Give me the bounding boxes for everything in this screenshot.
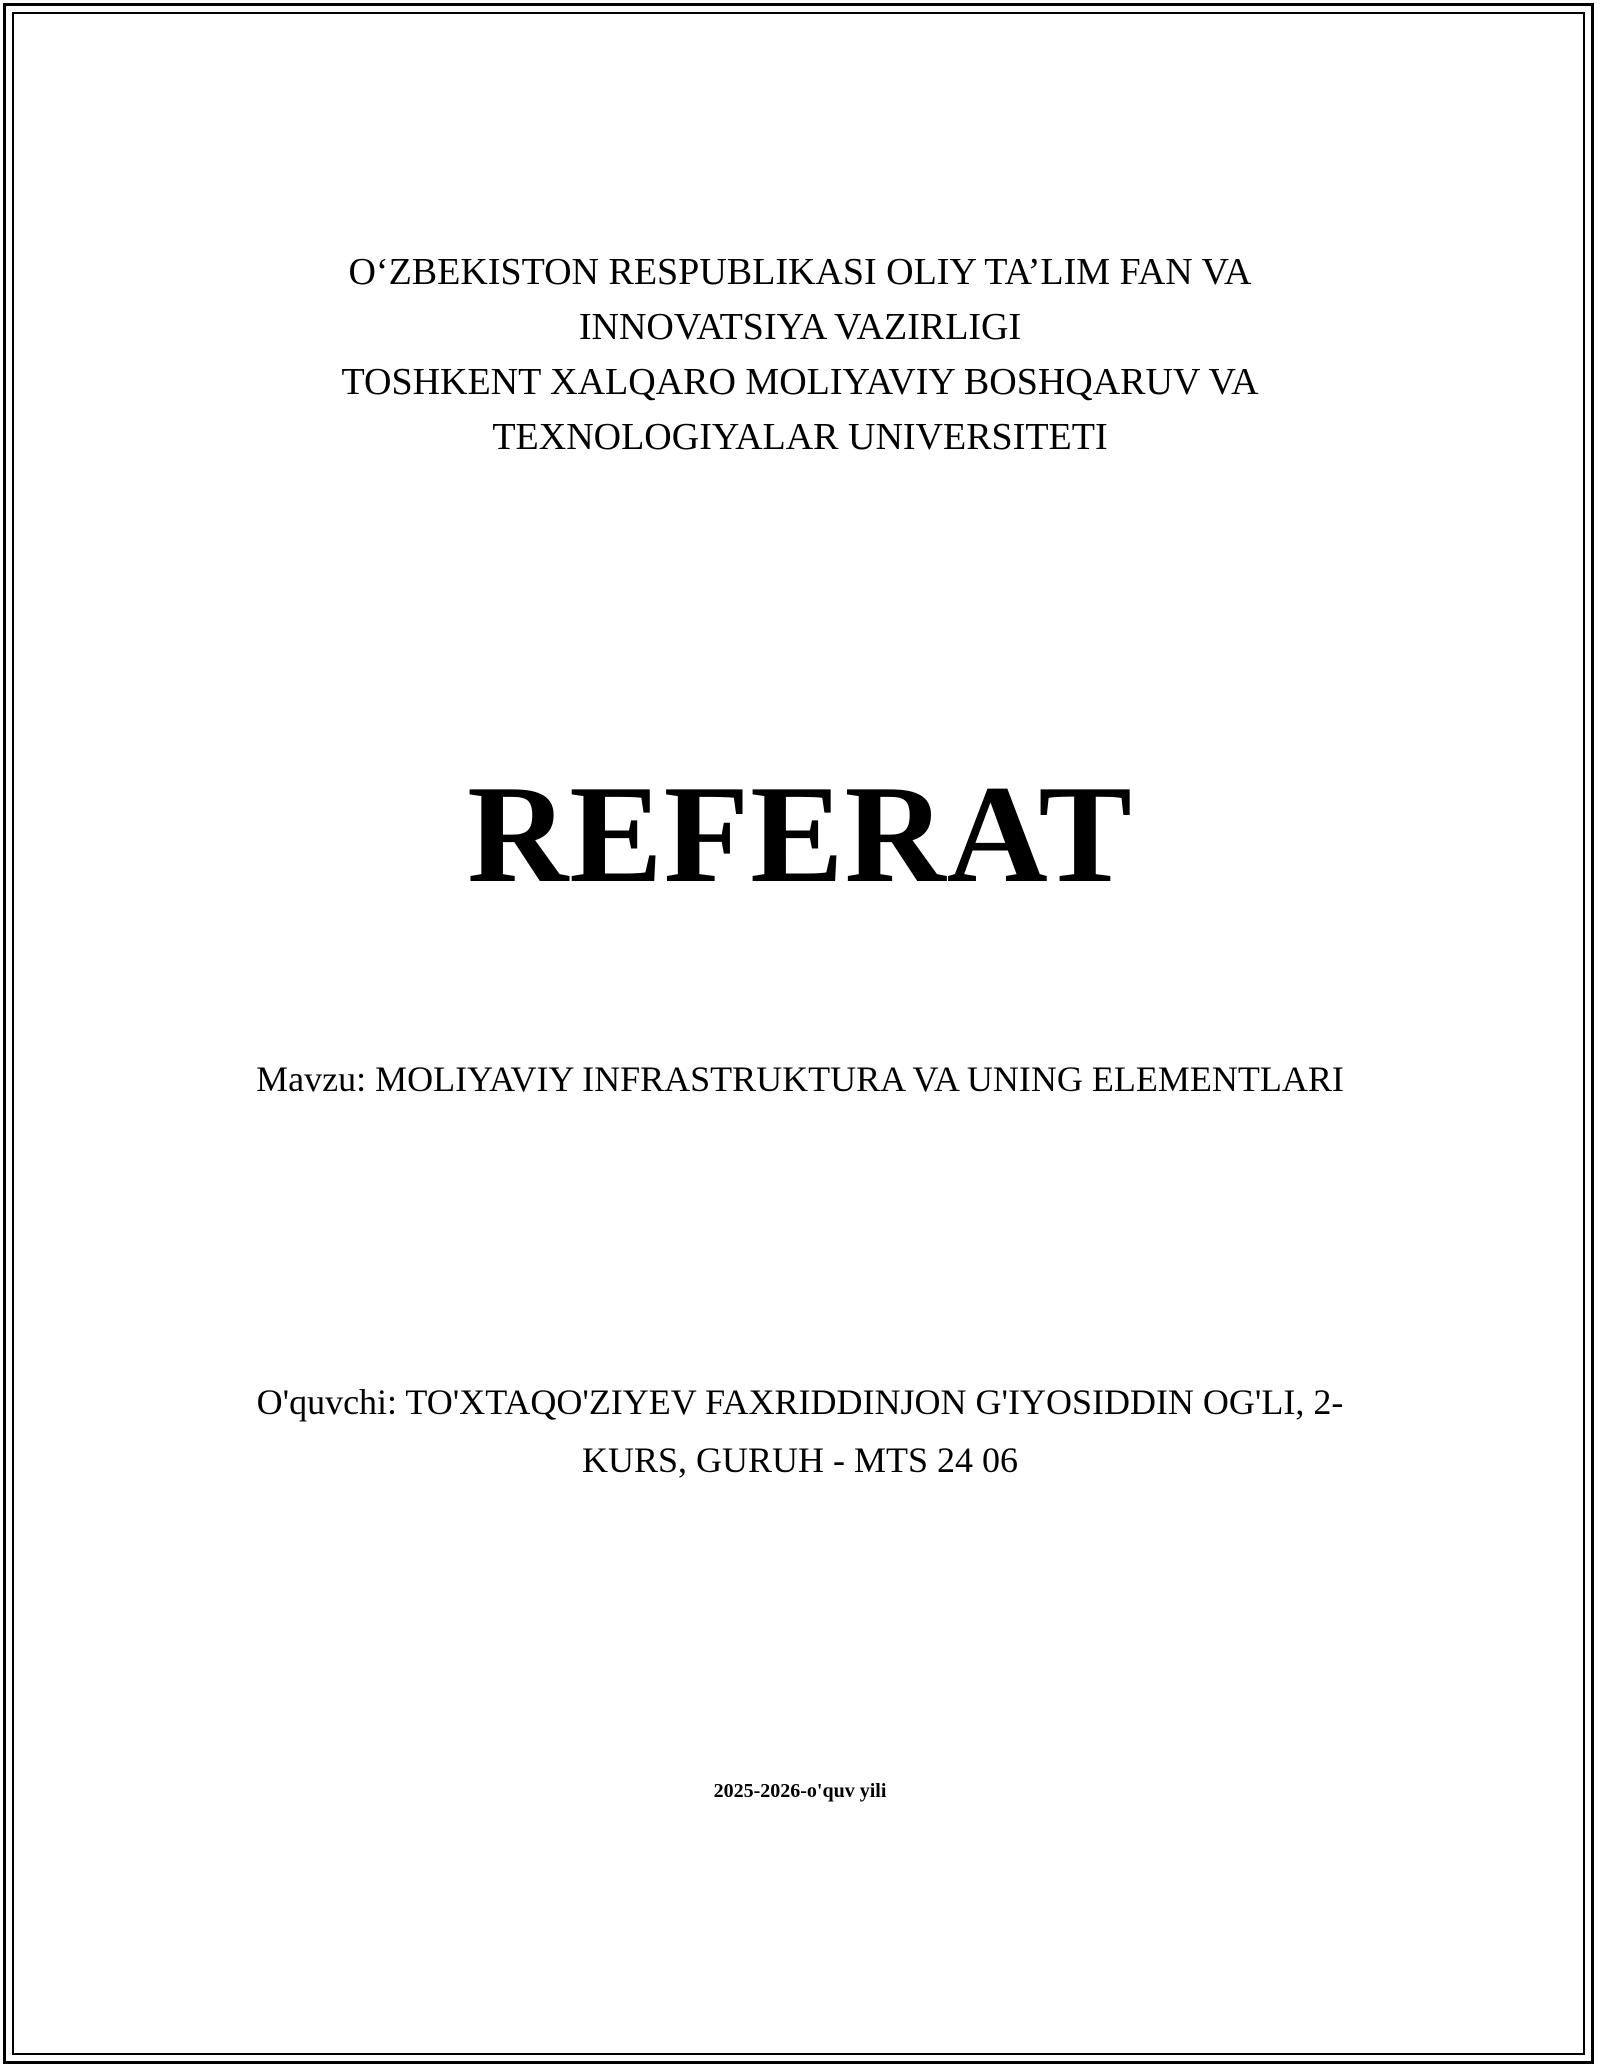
- header-line: TEXNOLOGIYALAR UNIVERSITETI: [492, 416, 1108, 458]
- document-title: REFERAT: [467, 757, 1133, 912]
- topic-line: Mavzu: MOLIYAVIY INFRASTRUKTURA VA UNING ELEMENTLARI: [256, 1059, 1344, 1099]
- academic-year: 2025-2026-o'quv yili: [713, 1780, 887, 1802]
- student-info: [0, 1373, 1600, 1489]
- header-line: O‘ZBEKISTON RESPUBLIKASI OLIY TA’LIM FAN VA: [348, 251, 1252, 293]
- student-line: O'quvchi: TO'XTAQO'ZIYEV FAXRIDDINJON G'IYOSIDDIN OG'LI, 2-: [256, 1382, 1344, 1422]
- institution-header: [0, 245, 1600, 465]
- header-line: INNOVATSIYA VAZIRLIGI: [578, 306, 1022, 348]
- student-line: KURS, GURUH - MTS 24 06: [581, 1440, 1019, 1480]
- header-line: TOSHKENT XALQARO MOLIYAVIY BOSHQARUV VA: [341, 361, 1259, 403]
